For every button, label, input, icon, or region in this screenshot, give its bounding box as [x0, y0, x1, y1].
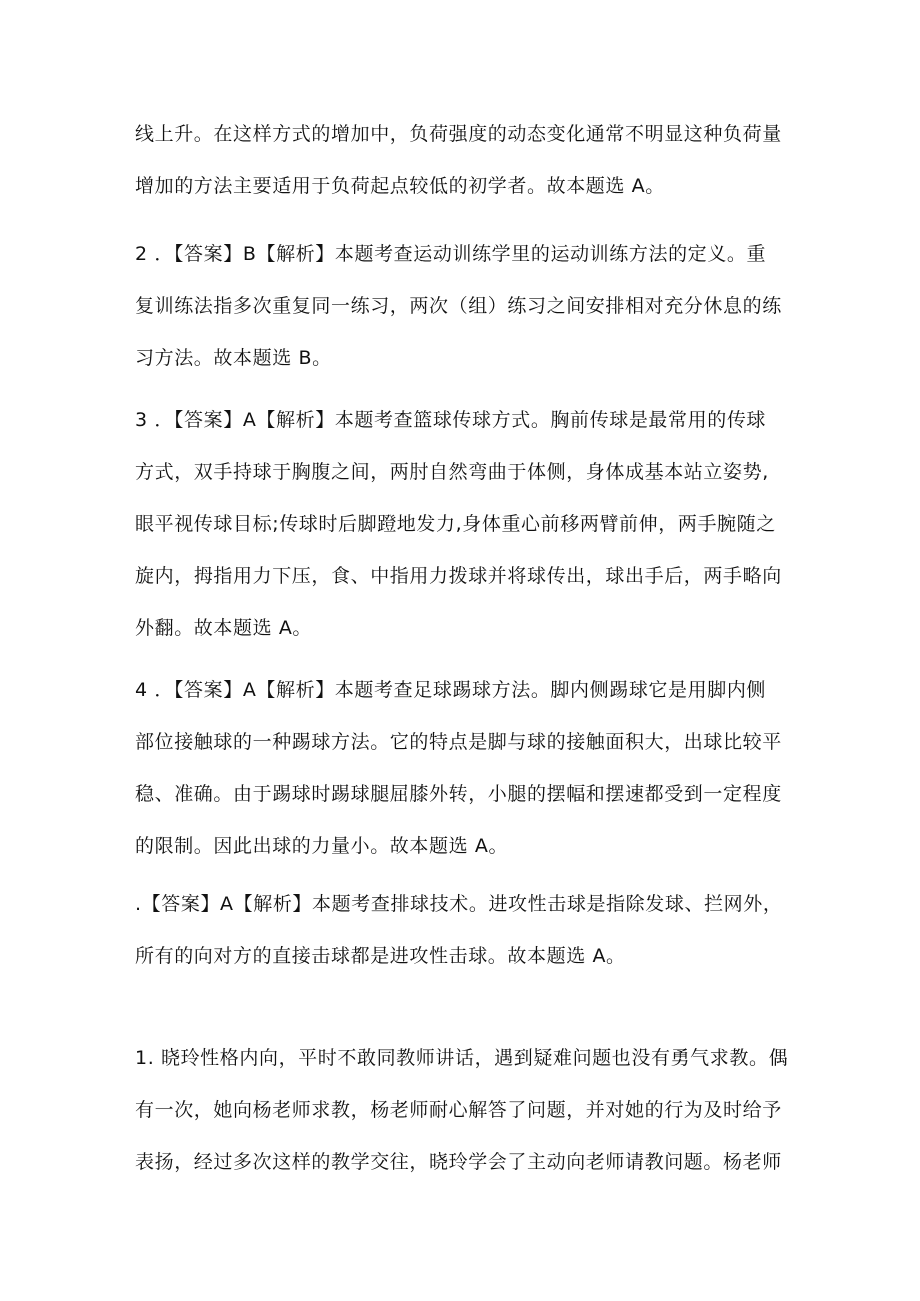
paragraph-answer-4	[135, 664, 800, 872]
text-line: 2 ．【答案】B【解析】本题考查运动训练学里的运动训练方法的定义。重	[135, 243, 767, 265]
text-line: 眼平视传球目标;传球时后脚蹬地发力,身体重心前移两臂前伸，两手腕随之	[135, 513, 776, 535]
paragraph-answer-5	[135, 878, 800, 982]
text-line: 习方法。故本题选 B。	[135, 347, 332, 369]
paragraph-explanation-1	[135, 108, 800, 212]
text-line: 旋内，拇指用力下压，食、中指用力拨球并将球传出，球出手后，两手略向	[135, 565, 782, 587]
text-line: 的限制。因此出球的力量小。故本题选 A。	[135, 835, 509, 857]
text-line: 1. 晓玲性格内向，平时不敢同教师讲话，遇到疑难问题也没有勇气求教。偶	[135, 1047, 789, 1069]
text-line: 4 ．【答案】A【解析】本题考查足球踢球方法。脚内侧踢球它是用脚内侧	[135, 679, 767, 701]
paragraph-answer-2	[135, 228, 800, 384]
text-line: 外翻。故本题选 A。	[135, 617, 313, 639]
text-line: 3 ．【答案】A【解析】本题考查篮球传球方式。胸前传球是最常用的传球	[135, 409, 767, 431]
text-line: 部位接触球的一种踢球方法。它的特点是脚与球的接触面积大，出球比较平	[135, 731, 782, 753]
text-line: 表扬，经过多次这样的教学交往，晓玲学会了主动向老师请教问题。杨老师	[135, 1151, 782, 1173]
text-line: 方式，双手持球于胸腹之间，两肘自然弯曲于体侧，身体成基本站立姿势,	[135, 461, 769, 483]
text-line: 线上升。在这样方式的增加中，负荷强度的动态变化通常不明显这种负荷量	[135, 123, 782, 145]
text-line: 所有的向对方的直接击球都是进攻性击球。故本题选 A。	[135, 945, 626, 967]
paragraph-question-1	[135, 1032, 800, 1188]
text-line: 复训练法指多次重复同一练习，两次（组）练习之间安排相对充分休息的练	[135, 295, 782, 317]
text-line: 有一次，她向杨老师求教，杨老师耐心解答了问题，并对她的行为及时给予	[135, 1099, 782, 1121]
text-line: 稳、准确。由于踢球时踢球腿屈膝外转，小腿的摆幅和摆速都受到一定程度	[135, 783, 782, 805]
text-line: .【答案】A【解析】本题考查排球技术。进攻性击球是指除发球、拦网外，	[135, 893, 783, 915]
text-line: 增加的方法主要适用于负荷起点较低的初学者。故本题选 A。	[135, 175, 665, 197]
paragraph-answer-3	[135, 394, 800, 654]
